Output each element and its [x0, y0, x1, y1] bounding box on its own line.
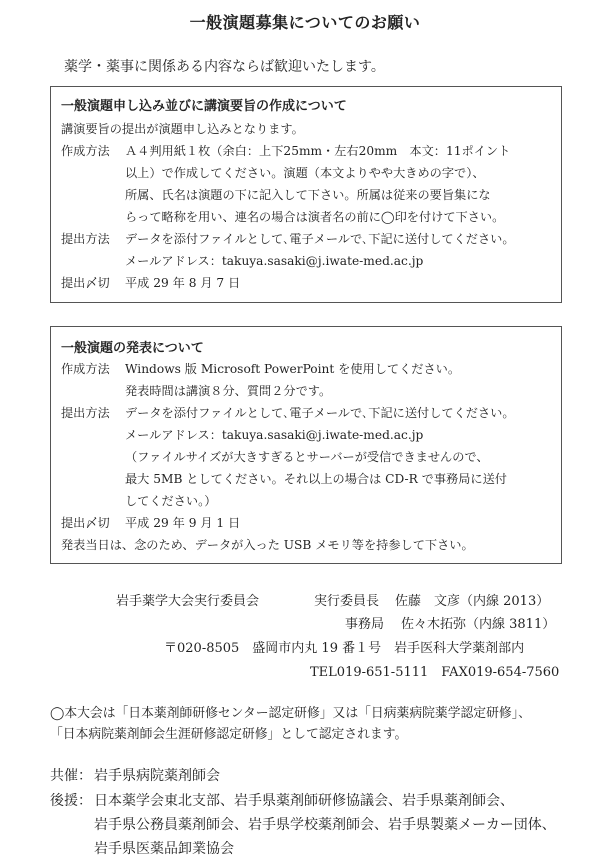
support-line: 日本薬学会東北支部、岩手県薬剤師研修協議会、岩手県薬剤師会、 [94, 793, 514, 809]
section2-heading: 一般演題の発表について [61, 341, 204, 356]
support-label: 後援： [50, 793, 92, 809]
section2-deadline: 平成 29 年 9 月 1 日 [125, 516, 241, 530]
section2-method-line: Windows 版 Microsoft PowerPoint を使用してください。 [125, 362, 461, 376]
support-line: 岩手県公務員薬剤師会、岩手県学校薬剤師会、岩手県製薬メーカー団体、 [94, 817, 556, 833]
section2-submit-label: 提出方法 [61, 406, 110, 420]
section1-submit-label: 提出方法 [61, 232, 110, 246]
phone-fax: TEL019-651-5111 FAX019-654-7560 [310, 665, 560, 680]
section2-note: 発表当日は、念のため、データが入った USB メモリ等を持参して下さい。 [61, 538, 474, 552]
chair-role: 実行委員長 [314, 594, 380, 609]
section1-method-line: 所属、氏名は演題の下に記入して下さい。所属は従来の要旨集にな [125, 188, 491, 202]
section2-submit-line: 最大 5MB としてください。それ以上の場合は CD-R で事務局に送付 [125, 472, 507, 486]
section2-deadline-label: 提出〆切 [61, 516, 110, 530]
section1-method-label: 作成方法 [61, 144, 110, 158]
abstract-submission-box [50, 86, 562, 303]
section1-method-line: 以上）で作成してください。演題（本文よりやや大きめの字で）、 [125, 166, 485, 180]
support-line: 岩手県医薬品卸業協会 [94, 841, 234, 857]
section1-deadline-label: 提出〆切 [61, 276, 110, 290]
address: 〒020-8505 盛岡市内丸 19 番１号 岩手医科大学薬剤部内 [164, 641, 525, 656]
chair-name: 佐藤 文彦（内線 2013） [395, 594, 550, 609]
section2-submit-line: データを添付ファイルとして､電子メールで､下記に送付してください。 [125, 406, 515, 420]
certification-line: 「日本病院薬剤師会生涯研修認定研修」として認定されます。 [50, 727, 408, 742]
section2-submit-line: （ファイルサイズが大きすぎるとサーバーが受信できませんので、 [125, 450, 489, 464]
section1-method-line: Ａ４判用紙１枚（余白：上下25mm・左右20mm 本文：11ポイント [125, 144, 511, 158]
certification-line: ◯本大会は「日本薬剤師研修センター認定研修」又は「日病薬病院薬学認定研修」、 [50, 706, 531, 721]
section2-submit-line: してください。） [125, 494, 217, 508]
office-role: 事務局 [345, 617, 385, 632]
section1-email[interactable]: メールアドレス：takuya.sasaki@j.iwate-med.ac.jp [125, 254, 424, 268]
section1-lead: 講演要旨の提出が演題申し込みとなります。 [61, 122, 304, 136]
section1-heading: 一般演題申し込み並びに講演要旨の作成について [61, 99, 347, 114]
section2-email[interactable]: メールアドレス：takuya.sasaki@j.iwate-med.ac.jp [125, 428, 424, 442]
presentation-box [50, 326, 562, 564]
page-title: 一般演題募集についてのお願い [189, 13, 421, 32]
section1-deadline: 平成 29 年 8 月 7 日 [125, 276, 241, 290]
section2-method-label: 作成方法 [61, 362, 110, 376]
cohost-name: 岩手県病院薬剤師会 [94, 768, 220, 784]
section2-method-line: 発表時間は講演８分、質問２分です。 [125, 384, 332, 398]
section1-submit-line: データを添付ファイルとして､電子メールで､下記に送付してください。 [125, 232, 515, 246]
section1-method-line: らって略称を用い、連名の場合は演者名の前に◯印を付けて下さい。 [125, 210, 505, 224]
committee-name: 岩手薬学大会実行委員会 [116, 594, 260, 609]
intro-text: 薬学・薬事に関係ある内容ならば歓迎いたします。 [64, 59, 385, 75]
office-name: 佐々木拓弥（内線 3811） [401, 617, 556, 632]
cohost-label: 共催： [50, 768, 92, 784]
